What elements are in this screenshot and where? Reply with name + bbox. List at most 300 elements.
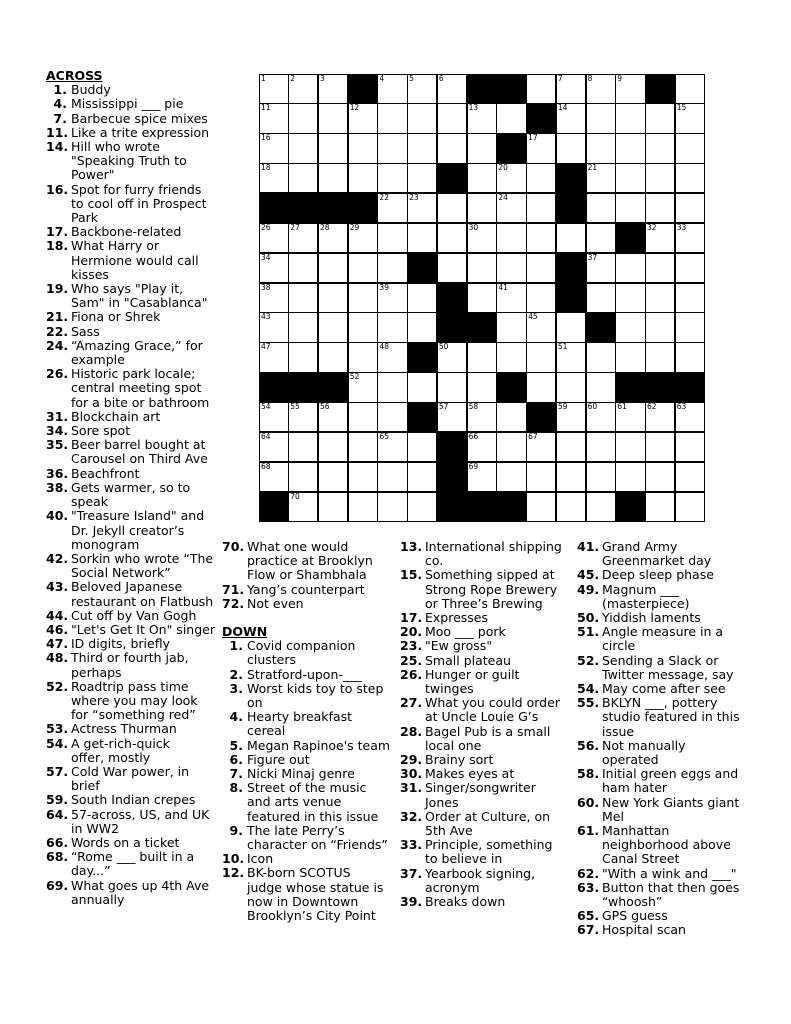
grid-cell[interactable] [407,223,437,253]
grid-block-cell [348,193,378,223]
grid-block-cell [407,253,437,283]
grid-cell[interactable] [586,163,616,193]
cell-number: 21 [587,163,598,173]
grid-cell[interactable] [437,193,467,223]
grid-cell[interactable] [288,342,318,372]
grid-cell[interactable] [615,163,645,193]
grid-block-cell [556,163,586,193]
grid-cell[interactable] [645,283,675,313]
clue-number: 1. [53,82,67,98]
grid-cell[interactable] [407,133,437,163]
clue-text-line: Icon [247,851,274,867]
grid-cell[interactable] [675,103,705,133]
grid-cell[interactable] [675,133,705,163]
grid-cell[interactable] [288,133,318,163]
clue-number: 15. [400,567,423,583]
grid-cell[interactable] [526,462,556,492]
grid-cell[interactable] [288,223,318,253]
grid-cell[interactable] [645,492,675,522]
clue-item [577,654,789,682]
clue-text-line: Street of the music [247,780,367,796]
grid-cell[interactable] [467,372,497,402]
grid-cell[interactable] [288,163,318,193]
clue-text-line: annually [71,891,125,907]
clue-item [577,739,789,767]
clue-item [222,852,398,866]
grid-cell[interactable] [496,402,526,432]
grid-cell[interactable] [259,103,289,133]
clue-number: 69. [46,877,69,893]
grid-cell[interactable] [259,74,289,104]
grid-cell[interactable] [348,372,378,402]
grid-cell[interactable] [377,402,407,432]
grid-cell[interactable] [259,133,289,163]
grid-cell[interactable] [259,253,289,283]
grid-cell[interactable] [496,462,526,492]
grid-cell[interactable] [615,253,645,283]
grid-block-cell [259,193,289,223]
grid-cell[interactable] [318,342,348,372]
clue-column-2 [222,540,398,923]
grid-cell[interactable] [675,253,705,283]
clue-number: 56. [577,737,600,753]
grid-cell[interactable] [288,492,318,522]
grid-cell[interactable] [675,312,705,342]
grid-cell[interactable] [615,342,645,372]
clue-number: 37. [400,865,423,881]
grid-cell[interactable] [645,402,675,432]
clue-number: 30. [400,766,423,782]
clue-text-line: or Three’s Brewing [425,595,543,611]
grid-cell[interactable] [259,283,289,313]
cell-number: 66 [468,431,479,441]
grid-cell[interactable] [437,253,467,283]
grid-cell[interactable] [437,402,467,432]
grid-cell[interactable] [675,283,705,313]
grid-cell[interactable] [675,74,705,104]
clue-text-line: What you could order [425,695,560,711]
grid-cell[interactable] [377,342,407,372]
clue-item [400,611,576,625]
clue-item [46,183,256,226]
clue-text-line: judge whose statue is [247,879,384,895]
clue-text-line: Jones [425,794,459,810]
grid-cell[interactable] [526,133,556,163]
clue-text-line: Bagel Pub is a small [425,723,551,739]
clue-text-line: issue [602,723,635,739]
clue-text-line: now in Downtown [247,893,359,909]
grid-cell[interactable] [348,223,378,253]
clue-item [46,424,256,438]
grid-cell[interactable] [318,283,348,313]
grid-cell[interactable] [318,462,348,492]
cell-number: 62 [647,402,657,412]
clue-item [400,668,576,696]
grid-cell[interactable] [318,253,348,283]
grid-cell[interactable] [586,342,616,372]
grid-cell[interactable] [377,462,407,492]
clue-text-line: "Treasure Island" and [71,508,205,524]
grid-cell[interactable] [496,163,526,193]
grid-cell[interactable] [259,163,289,193]
grid-cell[interactable] [615,74,645,104]
grid-cell[interactable] [407,372,437,402]
grid-cell[interactable] [348,402,378,432]
clue-text-line: offer, mostly [71,749,151,765]
clue-number: 58. [577,766,600,782]
grid-cell[interactable] [259,402,289,432]
grid-cell[interactable] [645,193,675,223]
clue-text-line: character on “Friends” [247,837,388,853]
clue-text-line: Actress Thurman [71,721,177,737]
grid-cell[interactable] [556,372,586,402]
grid-cell[interactable] [467,342,497,372]
clue-text-line: cereal [247,723,286,739]
grid-cell[interactable] [348,462,378,492]
grid-cell[interactable] [377,223,407,253]
grid-cell[interactable] [437,372,467,402]
grid-cell[interactable] [526,372,556,402]
clue-text-line: ham hater [602,780,668,796]
clue-text-line: neighborhood above [602,837,731,853]
clue-item [222,824,398,852]
grid-cell[interactable] [526,312,556,342]
cell-number: 23 [409,192,419,202]
cell-number: 6 [438,74,444,83]
grid-cell[interactable] [259,462,289,492]
grid-cell[interactable] [259,312,289,342]
grid-cell[interactable] [407,432,437,462]
clue-number: 4. [53,96,67,112]
grid-cell[interactable] [318,133,348,163]
grid-cell[interactable] [288,74,318,104]
grid-cell[interactable] [526,342,556,372]
grid-cell[interactable] [556,342,586,372]
clue-item [400,625,576,639]
grid-cell[interactable] [377,103,407,133]
clue-item [222,682,398,710]
grid-cell[interactable] [467,133,497,163]
grid-cell[interactable] [496,432,526,462]
grid-cell[interactable] [377,133,407,163]
grid-block-cell [437,312,467,342]
cell-number: 64 [261,431,271,441]
grid-cell[interactable] [615,103,645,133]
grid-cell[interactable] [675,342,705,372]
clue-text-line: Megan Rapinoe's team [247,737,391,753]
clue-item [577,540,789,568]
grid-block-cell [556,193,586,223]
clue-number: 6. [229,751,243,767]
grid-cell[interactable] [615,402,645,432]
grid-cell[interactable] [645,103,675,133]
grid-cell[interactable] [288,312,318,342]
clue-item [577,824,789,867]
grid-cell[interactable] [467,462,497,492]
grid-cell[interactable] [467,163,497,193]
grid-block-cell [437,462,467,492]
grid-block-cell [645,372,675,402]
grid-cell[interactable] [407,163,437,193]
grid-cell[interactable] [348,163,378,193]
grid-cell[interactable] [377,163,407,193]
grid-cell[interactable] [496,342,526,372]
grid-cell[interactable] [586,432,616,462]
grid-cell[interactable] [675,193,705,223]
grid-cell[interactable] [348,253,378,283]
grid-cell[interactable] [348,133,378,163]
grid-cell[interactable] [407,193,437,223]
grid-cell[interactable] [556,432,586,462]
grid-cell[interactable] [437,74,467,104]
grid-cell[interactable] [288,402,318,432]
grid-cell[interactable] [645,462,675,492]
grid-cell[interactable] [586,253,616,283]
grid-block-cell [675,372,705,402]
grid-cell[interactable] [675,462,705,492]
grid-cell[interactable] [407,283,437,313]
grid-cell[interactable] [318,402,348,432]
grid-cell[interactable] [586,193,616,223]
grid-cell[interactable] [556,103,586,133]
grid-cell[interactable] [526,163,556,193]
clue-text-line: Like a trite expression [71,124,210,140]
grid-cell[interactable] [586,372,616,402]
grid-cell[interactable] [556,312,586,342]
grid-cell[interactable] [675,402,705,432]
cell-number: 28 [319,222,330,232]
grid-cell[interactable] [675,432,705,462]
grid-cell[interactable] [318,223,348,253]
grid-cell[interactable] [615,432,645,462]
grid-cell[interactable] [675,492,705,522]
cell-number: 67 [528,431,538,441]
grid-cell[interactable] [526,193,556,223]
grid-cell[interactable] [526,253,556,283]
grid-cell[interactable] [259,223,289,253]
cell-number: 41 [498,282,508,292]
clue-text-line: and arts venue [247,794,342,810]
grid-cell[interactable] [259,432,289,462]
grid-cell[interactable] [407,462,437,492]
grid-cell[interactable] [437,223,467,253]
grid-cell[interactable] [496,193,526,223]
clue-number: 65. [577,908,600,924]
grid-cell[interactable] [377,372,407,402]
grid-cell[interactable] [288,462,318,492]
grid-cell[interactable] [586,492,616,522]
clue-text-line: Mississippi ___ pie [71,96,184,112]
grid-block-cell [526,103,556,133]
clue-text-line: Not manually [602,737,686,753]
grid-cell[interactable] [645,133,675,163]
grid-cell[interactable] [318,163,348,193]
clue-text-line: Worst kids toy to step [247,680,384,696]
grid-cell[interactable] [377,492,407,522]
grid-cell[interactable] [467,193,497,223]
cell-number: 39 [379,282,389,292]
grid-cell[interactable] [615,312,645,342]
grid-cell[interactable] [288,103,318,133]
clue-text-line: example [71,352,125,368]
grid-cell[interactable] [288,253,318,283]
grid-cell[interactable] [526,74,556,104]
grid-cell[interactable] [377,193,407,223]
grid-cell[interactable] [467,103,497,133]
grid-cell[interactable] [288,432,318,462]
grid-cell[interactable] [318,103,348,133]
grid-cell[interactable] [318,74,348,104]
grid-block-cell [318,193,348,223]
grid-cell[interactable] [407,74,437,104]
grid-cell[interactable] [377,253,407,283]
grid-cell[interactable] [348,283,378,313]
grid-cell[interactable] [467,253,497,283]
grid-block-cell [437,492,467,522]
grid-cell[interactable] [318,492,348,522]
grid-cell[interactable] [586,133,616,163]
clue-number: 32. [400,808,423,824]
clue-text-line: BKLYN ___, pottery [602,695,718,711]
grid-cell[interactable] [526,432,556,462]
grid-cell[interactable] [377,74,407,104]
clue-text-line: (masterpiece) [602,595,690,611]
grid-cell[interactable] [467,283,497,313]
grid-cell[interactable] [437,133,467,163]
grid-cell[interactable] [377,312,407,342]
grid-cell[interactable] [467,402,497,432]
clue-number: 9. [229,822,243,838]
clue-item [400,753,576,767]
grid-cell[interactable] [615,133,645,163]
grid-cell[interactable] [407,492,437,522]
grid-cell[interactable] [348,432,378,462]
clue-text-line: to cool off in Prospect [71,195,207,211]
grid-cell[interactable] [556,492,586,522]
grid-cell[interactable] [407,312,437,342]
clue-text-line: Greenmarket day [602,553,712,569]
clue-text-line: kisses [71,266,109,282]
clue-text-line: BK-born SCOTUS [247,865,351,881]
grid-cell[interactable] [556,462,586,492]
grid-cell[interactable] [348,312,378,342]
grid-cell[interactable] [467,223,497,253]
grid-cell[interactable] [645,253,675,283]
clue-number: 14. [46,139,69,155]
grid-cell[interactable] [615,193,645,223]
cell-number: 63 [676,402,687,412]
clue-text-line: at Uncle Louie G’s [425,709,539,725]
grid-cell[interactable] [615,283,645,313]
grid-cell[interactable] [496,223,526,253]
clue-text-line: Manhattan [602,823,670,839]
grid-cell[interactable] [586,223,616,253]
clue-number: 35. [46,437,69,453]
grid-cell[interactable] [496,103,526,133]
clue-number: 7. [229,766,243,782]
grid-cell[interactable] [348,342,378,372]
clue-number: 5. [229,737,243,753]
clue-item [222,540,398,583]
clue-number: 66. [46,834,69,850]
grid-cell[interactable] [645,223,675,253]
grid-cell[interactable] [556,133,586,163]
clue-text-line: Power" [71,167,115,183]
clue-number: 60. [577,794,600,810]
clue-item [46,481,256,509]
clue-number: 72. [222,595,245,611]
clue-text-line: New York Giants giant [602,794,740,810]
grid-cell[interactable] [526,223,556,253]
grid-cell[interactable] [645,432,675,462]
grid-cell[interactable] [586,103,616,133]
cell-number: 38 [261,282,271,292]
grid-cell[interactable] [259,342,289,372]
clue-text-line: restaurant on Flatbush [71,593,214,609]
cell-number: 43 [261,312,271,322]
clue-text-line: Singer/songwriter [425,780,536,796]
clue-text-line: studio featured in this [602,709,740,725]
grid-cell[interactable] [407,103,437,133]
grid-cell[interactable] [586,74,616,104]
grid-cell[interactable] [496,283,526,313]
grid-cell[interactable] [675,223,705,253]
grid-cell[interactable] [496,253,526,283]
cell-number: 61 [617,402,627,412]
grid-cell[interactable] [645,163,675,193]
grid-cell[interactable] [437,103,467,133]
grid-cell[interactable] [556,402,586,432]
clue-item [400,767,576,781]
grid-cell[interactable] [437,342,467,372]
grid-cell[interactable] [288,283,318,313]
grid-cell[interactable] [348,492,378,522]
clue-number: 42. [46,550,69,566]
grid-cell[interactable] [318,312,348,342]
grid-cell[interactable] [467,432,497,462]
clue-number: 55. [577,695,600,711]
grid-cell[interactable] [496,312,526,342]
clue-text-line: Covid companion [247,638,356,654]
grid-cell[interactable] [586,402,616,432]
clue-text-line: perhaps [71,664,122,680]
cell-number: 16 [261,133,271,143]
grid-cell[interactable] [586,283,616,313]
grid-cell[interactable] [675,163,705,193]
cell-number: 37 [587,252,598,262]
grid-cell[interactable] [586,462,616,492]
grid-cell[interactable] [318,432,348,462]
clue-item [222,753,398,767]
grid-cell[interactable] [645,312,675,342]
grid-cell[interactable] [556,223,586,253]
grid-cell[interactable] [377,283,407,313]
section-title-down: DOWN [222,624,268,640]
grid-cell[interactable] [526,283,556,313]
clue-number: 52. [577,652,600,668]
grid-cell[interactable] [526,492,556,522]
clue-number: 47. [46,636,69,652]
grid-cell[interactable] [556,74,586,104]
cell-number: 14 [557,103,568,113]
grid-block-cell [615,223,645,253]
grid-cell[interactable] [348,103,378,133]
clue-number: 43. [46,579,69,595]
cell-number: 24 [498,192,508,202]
grid-cell[interactable] [645,342,675,372]
grid-cell[interactable] [377,432,407,462]
grid-cell[interactable] [615,462,645,492]
